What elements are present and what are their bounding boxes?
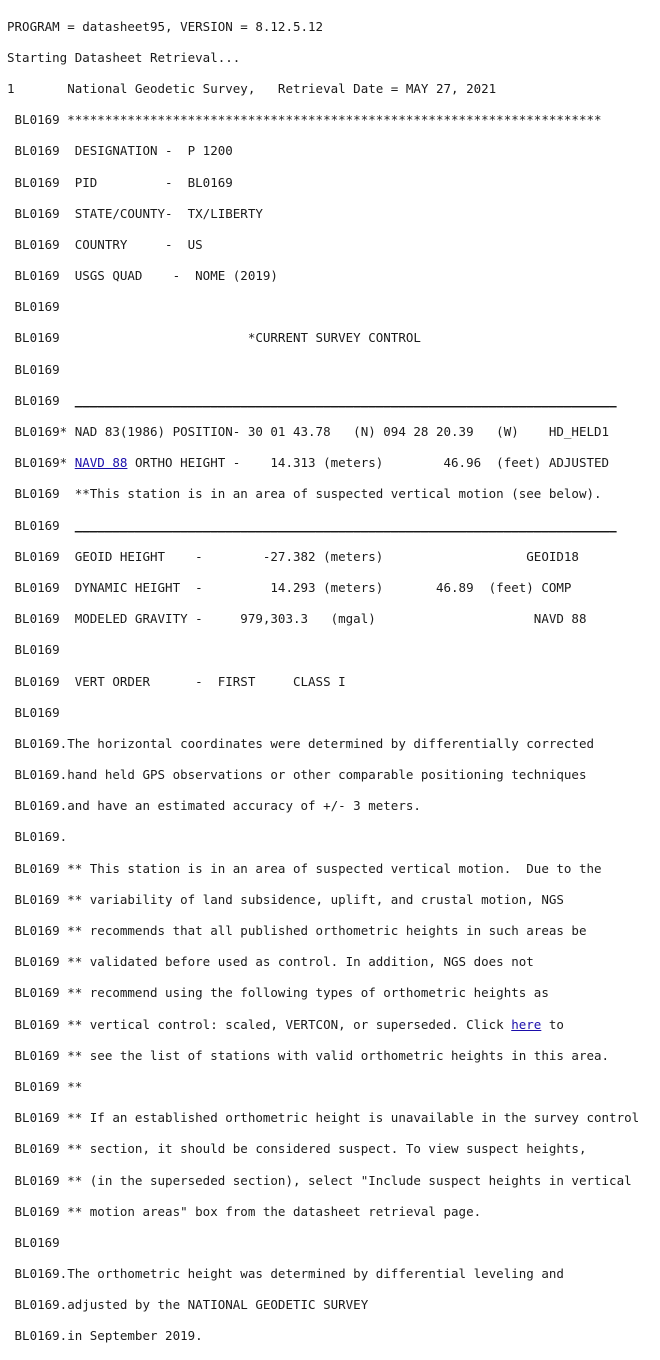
separator-line: BL0169 *********************************************************************** — [7, 112, 602, 128]
vertical-motion-line: BL0169 ** motion areas" box from the datasheet retrieval page. — [7, 1203, 482, 1219]
usgs-quad-line: BL0169 USGS QUAD - NOME (2019) — [7, 268, 278, 284]
rule-underscore: ________________________________________________________________________ — [74, 392, 617, 408]
vertical-control-suffix: to — [541, 1016, 564, 1032]
vertical-motion-line: BL0169 ** (in the superseded section), select "Include suspect heights in vertical — [7, 1172, 632, 1188]
geoid-height-line: BL0169 GEOID HEIGHT - -27.382 (meters) GEOID18 — [7, 548, 579, 564]
vertical-motion-line: BL0169 ** section, it should be considered suspect. To view suspect heights, — [7, 1141, 587, 1157]
ortho-note-line: BL0169.adjusted by the NATIONAL GEODETIC SURVEY — [7, 1297, 369, 1313]
pid-line: BL0169 PID - BL0169 — [7, 174, 233, 190]
rule-underscore: ________________________________________________________________________ — [74, 517, 617, 533]
line-prefix: BL0169 — [7, 392, 60, 408]
here-link[interactable]: here — [511, 1016, 542, 1032]
modeled-gravity-line: BL0169 MODELED GRAVITY - 979,303.3 (mgal) NAVD 88 — [7, 611, 587, 627]
vert-order-line: BL0169 VERT ORDER - FIRST CLASS I — [7, 673, 346, 689]
state-county-line: BL0169 STATE/COUNTY- TX/LIBERTY — [7, 205, 263, 221]
navd88-link[interactable]: NAVD 88 — [74, 455, 128, 471]
dynamic-height-line: BL0169 DYNAMIC HEIGHT - 14.293 (meters) 46.89 (feet) COMP — [7, 579, 572, 595]
horizontal-note-line: BL0169.and have an estimated accuracy of +/- 3 meters. — [7, 798, 421, 814]
horizontal-note-line: BL0169.The horizontal coordinates were determined by differentially corrected — [7, 735, 594, 751]
vertical-motion-line: BL0169 ** — [7, 1078, 83, 1094]
line-prefix: BL0169 — [7, 517, 60, 533]
vertical-motion-line: BL0169 ** variability of land subsidence, uplift, and crustal motion, NGS — [7, 891, 564, 907]
blank-line: BL0169 — [7, 299, 60, 315]
ortho-note-line: BL0169.in September 2019. — [7, 1328, 203, 1344]
vertical-motion-line: BL0169 ** This station is in an area of suspected vertical motion. Due to the — [7, 860, 602, 876]
line-prefix: BL0169* — [7, 455, 75, 471]
rule-line — [7, 518, 660, 534]
blank-line: BL0169 — [7, 642, 60, 658]
program-line: PROGRAM = datasheet95, VERSION = 8.12.5.12 — [7, 18, 324, 34]
nad83-position-line: BL0169* NAD 83(1986) POSITION- 30 01 43.78 (N) 094 28 20.39 (W) HD_HELD1 — [7, 424, 610, 440]
ortho-note-line: BL0169.The orthometric height was determined by differential leveling and — [7, 1266, 564, 1282]
country-line: BL0169 COUNTRY - US — [7, 236, 203, 252]
ortho-height-text: ORTHO HEIGHT - 14.313 (meters) 46.96 (feet) ADJUSTED — [127, 455, 610, 471]
vertical-motion-line: BL0169 ** If an established orthometric height is unavailable in the survey control — [7, 1110, 640, 1126]
vertical-motion-line: BL0169 ** validated before used as control. In addition, NGS does not — [7, 954, 534, 970]
vertical-control-line — [7, 1017, 660, 1033]
title-line: 1 National Geodetic Survey, Retrieval Date = MAY 27, 2021 — [7, 80, 497, 96]
navd88-ortho-height-line — [7, 455, 660, 471]
blank-line: BL0169 — [7, 1234, 60, 1250]
blank-line: BL0169 — [7, 704, 60, 720]
horizontal-note-line: BL0169.hand held GPS observations or other comparable positioning techniques — [7, 767, 587, 783]
vertical-motion-line: BL0169 ** recommend using the following types of orthometric heights as — [7, 985, 549, 1001]
blank-line: BL0169 — [7, 361, 60, 377]
starting-line: Starting Datasheet Retrieval... — [7, 49, 241, 65]
horizontal-note-line: BL0169. — [7, 829, 68, 845]
vertical-motion-note: BL0169 **This station is in an area of suspected vertical motion (see below). — [7, 486, 602, 502]
vertical-motion-line: BL0169 ** recommends that all published orthometric heights in such areas be — [7, 923, 587, 939]
rule-line — [7, 393, 660, 409]
vertical-control-text: BL0169 ** vertical control: scaled, VERTCON, or superseded. Click — [7, 1016, 512, 1032]
current-survey-control-heading: BL0169 *CURRENT SURVEY CONTROL — [7, 330, 421, 346]
designation-line: BL0169 DESIGNATION - P 1200 — [7, 143, 233, 159]
vertical-motion-line: BL0169 ** see the list of stations with valid orthometric heights in this area. — [7, 1047, 610, 1063]
